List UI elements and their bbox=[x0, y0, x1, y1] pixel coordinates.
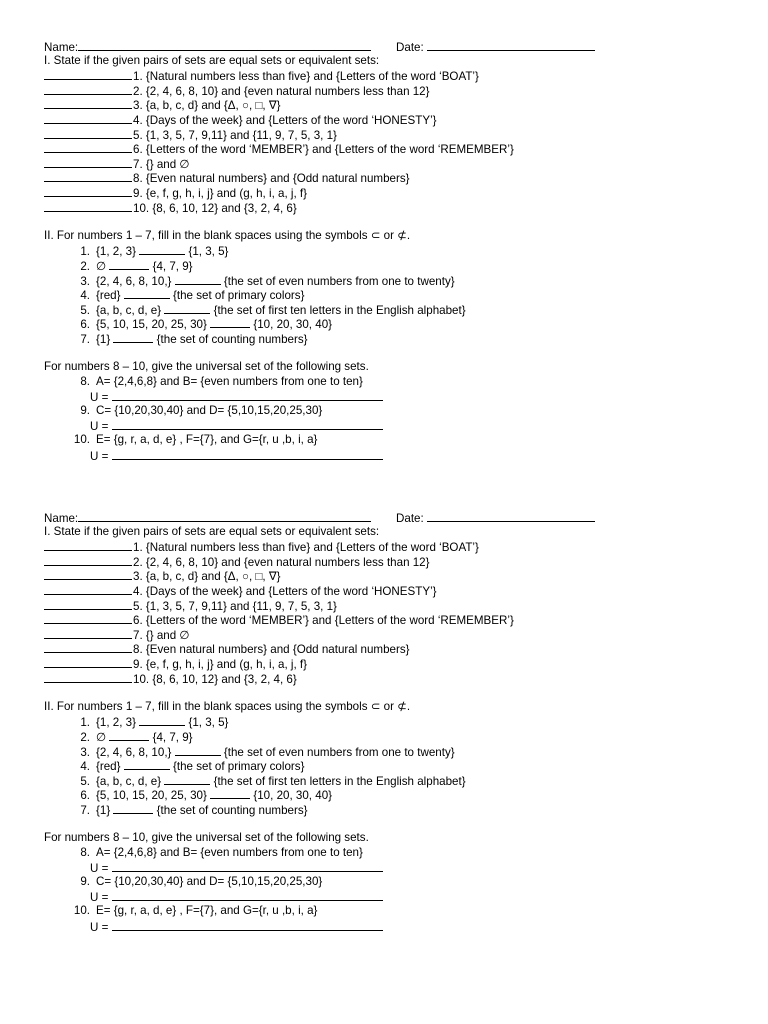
universal-set-row: U = bbox=[44, 889, 644, 904]
part3-instruction: For numbers 8 – 10, give the universal set of the following sets. bbox=[44, 831, 369, 845]
part1-item: 3. {a, b, c, d} and {Δ, ○, □, ∇} bbox=[44, 97, 644, 112]
part1-item: 1. {Natural numbers less than five} and {Letters of the word ‘BOAT’} bbox=[44, 68, 644, 83]
symbol-blank[interactable] bbox=[210, 787, 250, 799]
answer-blank[interactable] bbox=[44, 156, 132, 168]
universal-set-row: U = bbox=[44, 919, 644, 934]
part1-item: 5. {1, 3, 5, 7, 9,11} and {11, 9, 7, 5, 3, 1} bbox=[44, 598, 644, 613]
symbol-blank[interactable] bbox=[113, 802, 153, 814]
universal-set-blank[interactable] bbox=[112, 389, 383, 401]
universal-set-blank[interactable] bbox=[112, 860, 383, 872]
part2-item: 5. {a, b, c, d, e} {the set of first ten letters in the English alphabet} bbox=[80, 303, 466, 317]
answer-blank[interactable] bbox=[44, 583, 132, 595]
worksheet-copy-1 bbox=[44, 39, 644, 462]
part2-item: 1. {1, 2, 3} {1, 3, 5} bbox=[80, 245, 229, 259]
part2-instruction: II. For numbers 1 – 7, fill in the blank spaces using the symbols ⊂ or ⊄. bbox=[44, 699, 411, 713]
name-date-row bbox=[44, 39, 644, 54]
part1-item: 1. {Natural numbers less than five} and {Letters of the word ‘BOAT’} bbox=[44, 539, 644, 554]
symbol-blank[interactable] bbox=[175, 744, 221, 756]
part3-item: 9. C= {10,20,30,40} and D= {5,10,15,20,25,30} bbox=[80, 403, 323, 417]
symbol-blank[interactable] bbox=[124, 758, 170, 770]
part3-item: 8. A= {2,4,6,8} and B= {even numbers from one to ten} bbox=[80, 374, 363, 388]
symbol-blank[interactable] bbox=[139, 714, 185, 726]
name-date-row bbox=[44, 510, 644, 525]
symbol-blank[interactable] bbox=[124, 287, 170, 299]
part3-item: 10. E= {g, r, a, d, e} , F={7}, and G={r, u ,b, i, a} bbox=[73, 904, 318, 918]
answer-blank[interactable] bbox=[44, 554, 132, 566]
part1-item: 4. {Days of the week} and {Letters of the word ‘HONESTY’} bbox=[44, 583, 644, 598]
name-label: Name: bbox=[44, 512, 79, 525]
answer-blank[interactable] bbox=[44, 127, 132, 139]
part2-item: 1. {1, 2, 3} {1, 3, 5} bbox=[80, 716, 229, 730]
answer-blank[interactable] bbox=[44, 97, 132, 109]
part2-item: 7. {1} {the set of counting numbers} bbox=[80, 332, 308, 346]
part2-instruction: II. For numbers 1 – 7, fill in the blank spaces using the symbols ⊂ or ⊄. bbox=[44, 228, 411, 242]
symbol-blank[interactable] bbox=[139, 243, 185, 255]
name-label: Name: bbox=[44, 41, 79, 54]
name-blank[interactable] bbox=[78, 39, 371, 51]
answer-blank[interactable] bbox=[44, 641, 132, 653]
symbol-blank[interactable] bbox=[109, 729, 149, 741]
date-blank[interactable] bbox=[427, 39, 595, 51]
part1-item: 8. {Even natural numbers} and {Odd natural numbers} bbox=[44, 170, 644, 185]
part2-item: 3. {2, 4, 6, 8, 10,} {the set of even numbers from one to twenty} bbox=[80, 745, 455, 759]
universal-set-row: U = bbox=[44, 448, 644, 463]
part1-item: 6. {Letters of the word ‘MEMBER’} and {Letters of the word ‘REMEMBER’} bbox=[44, 612, 644, 627]
symbol-blank[interactable] bbox=[175, 273, 221, 285]
part2-item: 2. ∅ {4, 7, 9} bbox=[80, 730, 193, 744]
part3-item: 9. C= {10,20,30,40} and D= {5,10,15,20,25,30} bbox=[80, 874, 323, 888]
part1-item: 7. {} and ∅ bbox=[44, 156, 644, 171]
part2-item: 7. {1} {the set of counting numbers} bbox=[80, 803, 308, 817]
answer-blank[interactable] bbox=[44, 598, 132, 610]
symbol-blank[interactable] bbox=[113, 331, 153, 343]
answer-blank[interactable] bbox=[44, 185, 132, 197]
part1-item: 2. {2, 4, 6, 8, 10} and {even natural numbers less than 12} bbox=[44, 83, 644, 98]
part1-item: 3. {a, b, c, d} and {Δ, ○, □, ∇} bbox=[44, 568, 644, 583]
answer-blank[interactable] bbox=[44, 539, 132, 551]
part1-item: 9. {e, f, g, h, i, j} and (g, h, i, a, j, f} bbox=[44, 185, 644, 200]
part1-item: 4. {Days of the week} and {Letters of the word ‘HONESTY’} bbox=[44, 112, 644, 127]
answer-blank[interactable] bbox=[44, 612, 132, 624]
universal-set-row: U = bbox=[44, 389, 644, 404]
date-label: Date: bbox=[396, 41, 424, 54]
universal-set-blank[interactable] bbox=[112, 448, 383, 460]
universal-set-row: U = bbox=[44, 860, 644, 875]
answer-blank[interactable] bbox=[44, 671, 132, 683]
symbol-blank[interactable] bbox=[164, 302, 210, 314]
part2-item: 6. {5, 10, 15, 20, 25, 30} {10, 20, 30, 40} bbox=[80, 318, 333, 332]
part1-instruction: I. State if the given pairs of sets are equal sets or equivalent sets: bbox=[44, 524, 380, 538]
answer-blank[interactable] bbox=[44, 112, 132, 124]
part1-item: 8. {Even natural numbers} and {Odd natural numbers} bbox=[44, 641, 644, 656]
answer-blank[interactable] bbox=[44, 627, 132, 639]
date-block bbox=[396, 39, 595, 56]
answer-blank[interactable] bbox=[44, 141, 132, 153]
part1-item: 2. {2, 4, 6, 8, 10} and {even natural numbers less than 12} bbox=[44, 554, 644, 569]
part2-item: 2. ∅ {4, 7, 9} bbox=[80, 259, 193, 273]
part2-item: 6. {5, 10, 15, 20, 25, 30} {10, 20, 30, 40} bbox=[80, 789, 333, 803]
name-blank[interactable] bbox=[78, 510, 371, 522]
part3-instruction: For numbers 8 – 10, give the universal set of the following sets. bbox=[44, 360, 369, 374]
part2-item: 4. {red} {the set of primary colors} bbox=[80, 760, 305, 774]
symbol-blank[interactable] bbox=[164, 773, 210, 785]
part1-item: 5. {1, 3, 5, 7, 9,11} and {11, 9, 7, 5, 3, 1} bbox=[44, 127, 644, 142]
answer-blank[interactable] bbox=[44, 83, 132, 95]
universal-set-row: U = bbox=[44, 418, 644, 433]
part1-item: 6. {Letters of the word ‘MEMBER’} and {Letters of the word ‘REMEMBER’} bbox=[44, 141, 644, 156]
date-block bbox=[396, 510, 595, 527]
part1-item: 7. {} and ∅ bbox=[44, 627, 644, 642]
part1-item: 10. {8, 6, 10, 12} and {3, 2, 4, 6} bbox=[44, 671, 644, 686]
answer-blank[interactable] bbox=[44, 200, 132, 212]
universal-set-blank[interactable] bbox=[112, 919, 383, 931]
universal-set-blank[interactable] bbox=[112, 889, 383, 901]
date-blank[interactable] bbox=[427, 510, 595, 522]
answer-blank[interactable] bbox=[44, 170, 132, 182]
part3-item: 10. E= {g, r, a, d, e} , F={7}, and G={r, u ,b, i, a} bbox=[73, 433, 318, 447]
part2-item: 3. {2, 4, 6, 8, 10,} {the set of even numbers from one to twenty} bbox=[80, 274, 455, 288]
answer-blank[interactable] bbox=[44, 68, 132, 80]
answer-blank[interactable] bbox=[44, 656, 132, 668]
part2-item: 5. {a, b, c, d, e} {the set of first ten letters in the English alphabet} bbox=[80, 774, 466, 788]
universal-set-blank[interactable] bbox=[112, 418, 383, 430]
part1-item: 10. {8, 6, 10, 12} and {3, 2, 4, 6} bbox=[44, 200, 644, 215]
symbol-blank[interactable] bbox=[210, 316, 250, 328]
answer-blank[interactable] bbox=[44, 568, 132, 580]
symbol-blank[interactable] bbox=[109, 258, 149, 270]
part1-item: 9. {e, f, g, h, i, j} and (g, h, i, a, j, f} bbox=[44, 656, 644, 671]
part1-instruction: I. State if the given pairs of sets are equal sets or equivalent sets: bbox=[44, 53, 380, 67]
worksheet-copy-2 bbox=[44, 510, 644, 933]
date-label: Date: bbox=[396, 512, 424, 525]
part2-item: 4. {red} {the set of primary colors} bbox=[80, 289, 305, 303]
part3-item: 8. A= {2,4,6,8} and B= {even numbers from one to ten} bbox=[80, 845, 363, 859]
